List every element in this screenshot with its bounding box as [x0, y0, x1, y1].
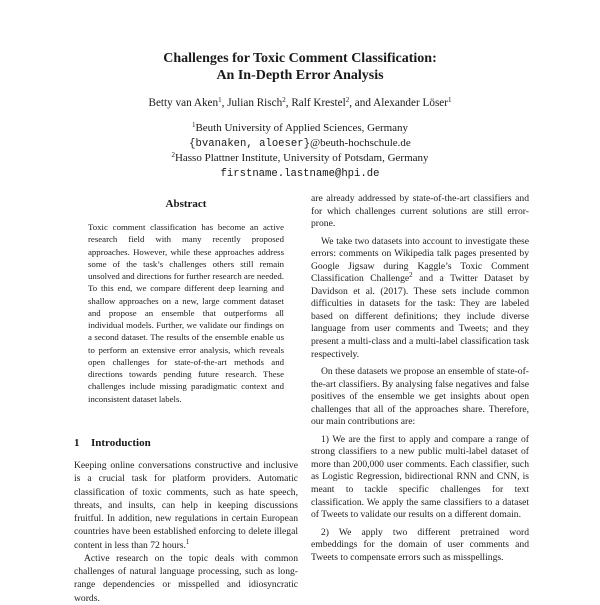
contribution-2: 2) We apply two different pretrained word embeddings for the domain of user comments and Tweets to compensate errors such as misspellings.: [311, 526, 529, 563]
author-affiliation-mark: 2: [282, 96, 286, 104]
paragraph: are already addressed by state-of-the-art classifiers and for which challenges current solutions are still error-prone.: [311, 193, 529, 230]
email-1: {bvanaken, aloeser}@beuth-hochschule.de: [189, 136, 411, 150]
paragraph: On these datasets we propose an ensemble of state-of-the-art classifiers. By analysing false negatives and false positives of the ensemble we get insights about open challenges that all of the approaches share. Therefore, our main contributions are:: [311, 366, 529, 428]
email-2: firstname.lastname@hpi.de: [220, 167, 380, 180]
paper-title: [0, 50, 600, 84]
author-affiliation-mark: 1: [448, 96, 452, 104]
footnote-mark: 2: [409, 271, 413, 280]
section-title: Introduction: [91, 437, 151, 449]
abstract-heading: Abstract: [165, 198, 207, 210]
author-name: Ralf Krestel: [291, 97, 346, 109]
paragraph: Active research on the topic deals with common challenges of natural language processing, such as long-range dependencies or misspelled and idiosyncratic words.: [74, 552, 298, 604]
contribution-1: 1) We are the first to apply and compare a range of strong classifiers to a new public multi-label dataset of more than 200,000 user comments. Each classifier, such as Logistic Regression, bidirectional RNN and CNN, is meant to tackle specific challenges for text classification. We apply the same classifiers to a dataset of Tweets to validate our results on a different domain.: [311, 433, 529, 521]
section-heading-introduction: [74, 437, 151, 450]
author-affiliation-mark: 2: [345, 96, 350, 104]
paragraph: We take two datasets into account to investigate these errors: comments on Wikipedia talk pages presented by Google Jigsaw during Kaggle’s Toxic Comment Classification Challenge$^2$ and a Twitter Dataset by Davidson et al. (2017). These sets include common difficulties in datasets for the task: They are labeled based on different definitions; they include diverse language from user comments and Tweets; and they present a multi-class and a multi-label classification task respectively.: [311, 235, 529, 360]
author-name: Julian Risch: [227, 97, 283, 109]
author-list: Betty van Aken$^1$, Julian Risch$^2$, Ralf Krestel$^2$, and Alexander Löser$^1$: [148, 96, 452, 109]
title-line-2: An In-Depth Error Analysis: [216, 68, 384, 83]
author-name: Betty van Aken: [148, 97, 219, 109]
right-column-body: [311, 193, 529, 564]
title-line-1: Challenges for Toxic Comment Classification:: [163, 51, 437, 66]
author-affiliation-mark: 1: [218, 96, 222, 104]
affiliations: [0, 121, 600, 181]
author-name: Alexander Löser: [373, 97, 448, 109]
affiliation-2: $^2$Hasso Plattner Institute, University of Potsdam, Germany: [171, 151, 429, 164]
abstract-text: Toxic comment classification has become an active research field with many recently proposed approaches. However, while these approaches address some of the task’s challenges others still remain unsolved and directions for further research are needed. To this end, we compare different deep learning and shallow approaches on a new, large comment dataset and propose an ensemble that outperforms all individual models. Further, we validate our findings on a second dataset. The results of the ensemble enable us to perform an extensive error analysis, which reveals open challenges for state-of-the-art methods and directions towards pending future research. These challenges include missing paradigmatic context and inconsistent dataset labels.: [88, 222, 284, 404]
introduction-body: [74, 459, 298, 605]
section-number: 1: [74, 437, 80, 449]
paragraph: Keeping online conversations constructive and inclusive is a crucial task for platform providers. Automatic classification of toxic comments, such as hate speech, threats, and insults, can help in keeping discussions fruitful. In addition, new regulations in certain European countries have been established enforcing to delete illegal content in less than 72 hours.$^1$: [74, 460, 298, 551]
affiliation-1: $^1$Beuth University of Applied Sciences, Germany: [191, 121, 409, 134]
footnote-mark: 1: [185, 537, 190, 546]
